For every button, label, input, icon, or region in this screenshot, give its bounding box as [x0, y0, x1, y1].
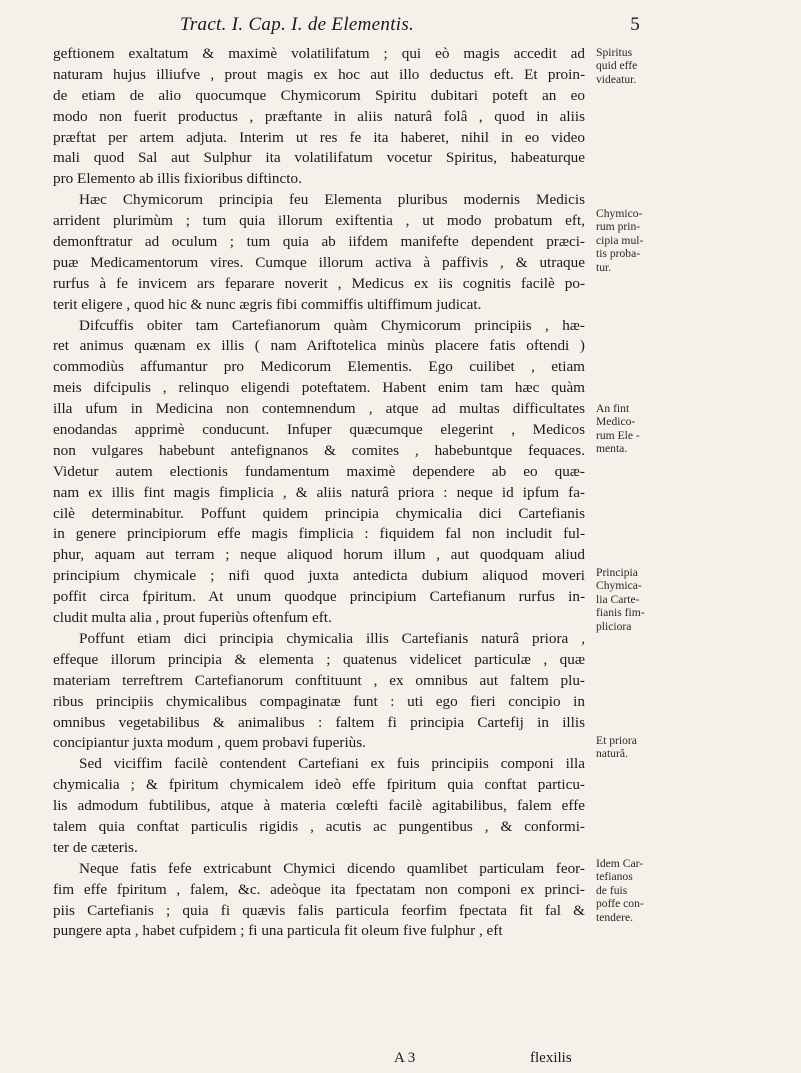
margin-line: fianis fim-: [596, 606, 645, 620]
text-line: piis Cartefianis ; quia fi quævis falis particula feorfim fpectata fit fal &: [53, 901, 585, 919]
text-line: Hæc Chymicorum principia feu Elementa pluribus modernis Medicis: [79, 191, 585, 209]
text-line: geftionem exaltatum & maximè volatilifatum ; qui eò magis accedit ad: [53, 45, 585, 62]
marginal-note-chymicorum: [596, 207, 662, 274]
text-line: effeque illorum principia & elementa ; quatenus videlicet particulæ , quæ: [53, 650, 585, 668]
margin-line: Principia: [596, 566, 638, 579]
margin-line: quid effe: [596, 59, 638, 73]
text-line: fim effe fpiritum , falem, &c. adeòque ita fpectatam non componi ex princi-: [53, 880, 585, 898]
text-line: ter de cæteris.: [53, 838, 138, 856]
text-line: terit eligere , quod hic & nunc ægris fibi commiffis ultiffimum judicat.: [53, 295, 482, 313]
margin-line: videatur.: [596, 72, 637, 86]
text-line: lis admodum fubtilibus, atque à materia cœlefti facilè agitabilibus, falem effe: [53, 797, 585, 815]
text-line: enodandas apprimè conducunt. Infuper quæcumque elegerint , Medicos: [53, 421, 585, 439]
main-text-block: [53, 44, 585, 942]
catchword: flexilis: [530, 1050, 572, 1066]
margin-line: poffe con-: [596, 897, 644, 911]
signature-mark: A 3: [394, 1050, 416, 1066]
margin-line: Chymico-: [596, 207, 643, 220]
text-line: non vulgares habebunt antefignanos & comites , habebuntque fequaces.: [53, 441, 585, 459]
marginal-note-idem: [596, 857, 662, 924]
text-line: Sed viciffim facilè contendent Cartefiani ex fuis principiis componi illa: [79, 755, 585, 773]
text-line: commodiùs affumantur pro Medicorum Elementis. Ego cuilibet , etiam: [53, 358, 585, 376]
margin-line: rum Ele -: [596, 428, 640, 442]
text-line: puæ Medicamentorum vires. Cumque illorum activa à paffivis , & utraque: [53, 253, 585, 271]
text-line: ret animus quænam ex illis ( nam Ariftotelica minùs placere fatis oftendi ): [53, 337, 585, 355]
text-line: illa ufum in Medicina non contemnendum , atque ad multas difficultates: [53, 400, 585, 418]
running-header: [180, 14, 640, 40]
text-line: demonftratur ad oculum ; tum quia ab iifdem manifefte dependent præci-: [53, 233, 585, 251]
text-line: pungere apta , habet cufpidem ; fi una particula fit oleum five fulphur , eft: [53, 922, 503, 940]
text-line: meis difcipulis , relinquo eligendi poteftatem. Habent enim tam hæc quàm: [53, 379, 585, 397]
text-line: materiam terreftrem Cartefianorum conftituunt , ex omnibus aut faltem plu-: [53, 671, 585, 689]
text-line: pro Elemento ab illis fixioribus diftincto.: [53, 170, 302, 188]
margin-line: Idem Car-: [596, 857, 644, 870]
marginal-note-principia: [596, 566, 662, 633]
text-line: naturam hujus illiufve , prout magis ex hoc aut illo deductus eft. Et proin-: [53, 65, 585, 83]
margin-line: tis proba-: [596, 247, 641, 261]
text-line: arrident plurimùm ; tum quia illorum exiftentia , ut modo probatum eft,: [53, 212, 585, 230]
margin-line: Chymica-: [596, 579, 642, 593]
text-line: talem quia conftat particulis rigidis , acutis ac pungentibus , & conformi-: [53, 817, 585, 835]
text-line: modo non fuerit productus , præftante in aliis naturâ folâ , quod in aliis: [53, 107, 585, 125]
margin-line: Spiritus: [596, 46, 633, 59]
margin-line: rum prin-: [596, 220, 641, 234]
text-line: Difcuffis obiter tam Cartefianorum quàm Chymicorum principiis , hæ-: [79, 316, 585, 334]
text-line: concipiantur juxta modum , quem probavi fuperiùs.: [53, 734, 366, 752]
text-line: Videtur autem electionis fundamentum maximè dependere ab eo quæ-: [53, 462, 585, 480]
page-footer: [0, 1050, 801, 1070]
text-line: de etiam de alio quocumque Chymicorum Spiritu dubitari poteft an eo: [53, 86, 585, 104]
margin-line: de fuis: [596, 883, 628, 897]
text-line: Neque fatis fefe extricabunt Chymici dicendo quamlibet particulam feor-: [79, 859, 585, 877]
margin-line: Et priora: [596, 734, 637, 747]
margin-line: tur.: [596, 260, 612, 274]
margin-line: menta.: [596, 442, 628, 456]
margin-line: tendere.: [596, 910, 634, 924]
text-line: nam ex illis fint magis fimplicia , & aliis naturâ priora : neque id ipfum fa-: [53, 483, 585, 501]
margin-line: Medico-: [596, 415, 636, 429]
text-line: phur, aquam aut terram ; neque aliquod horum illum , aut quodquam aliud: [53, 546, 585, 564]
margin-line: tefianos: [596, 870, 633, 884]
margin-line: lia Carte-: [596, 592, 640, 606]
text-line: in genere principiorum effe magis fimplicia : fiquidem fal non includit ful-: [53, 525, 585, 543]
margin-line: naturâ.: [596, 747, 628, 761]
text-line: ribus principiis chymicalibus compaginatæ funt : uti ego fieri concipio in: [53, 692, 585, 710]
text-line: cilè determinabitur. Poffunt quidem principia chymicalia dici Cartefianis: [53, 504, 585, 522]
text-line: mali quod Sal aut Sulphur ita volatilifatum vocetur Spiritus, habeaturque: [53, 149, 585, 167]
marginal-note-an-sint: [596, 402, 662, 456]
margin-line: pliciora: [596, 619, 632, 633]
running-title: Tract. I. Cap. I. de Elementis.: [180, 14, 415, 35]
text-line: chymicalia ; & fpiritum chymicalem ideò effe fpiritum quia conftat particu-: [53, 776, 585, 794]
text-line: præftat per artem adjuta. Interim ut res fe ita haberet, nihil in eo video: [53, 128, 585, 146]
marginal-note-spiritus: [596, 46, 662, 86]
text-line: principium chymicale ; nifi quod juxta antedicta dubium aliquod moveri: [53, 567, 585, 585]
marginal-note-et-priora: [596, 734, 662, 761]
page-number: 5: [630, 14, 640, 35]
text-line: omnibus vegetabilibus & animalibus : faltem fi principia Cartefij in illis: [53, 713, 585, 731]
text-line: rurfus à fe invicem ars feparare noverit , Medicus ex iis cognitis facilè po-: [53, 274, 585, 292]
text-line: poffit circa fpiritum. At unum quodque principium Cartefianum rurfus in-: [53, 588, 585, 606]
text-line: Poffunt etiam dici principia chymicalia illis Cartefianis naturâ priora ,: [79, 629, 585, 647]
margin-line: cipia mul-: [596, 233, 644, 247]
margin-line: An fint: [596, 402, 630, 415]
text-line: cludit multa alia , prout fuperiùs oftenfum eft.: [53, 609, 332, 627]
